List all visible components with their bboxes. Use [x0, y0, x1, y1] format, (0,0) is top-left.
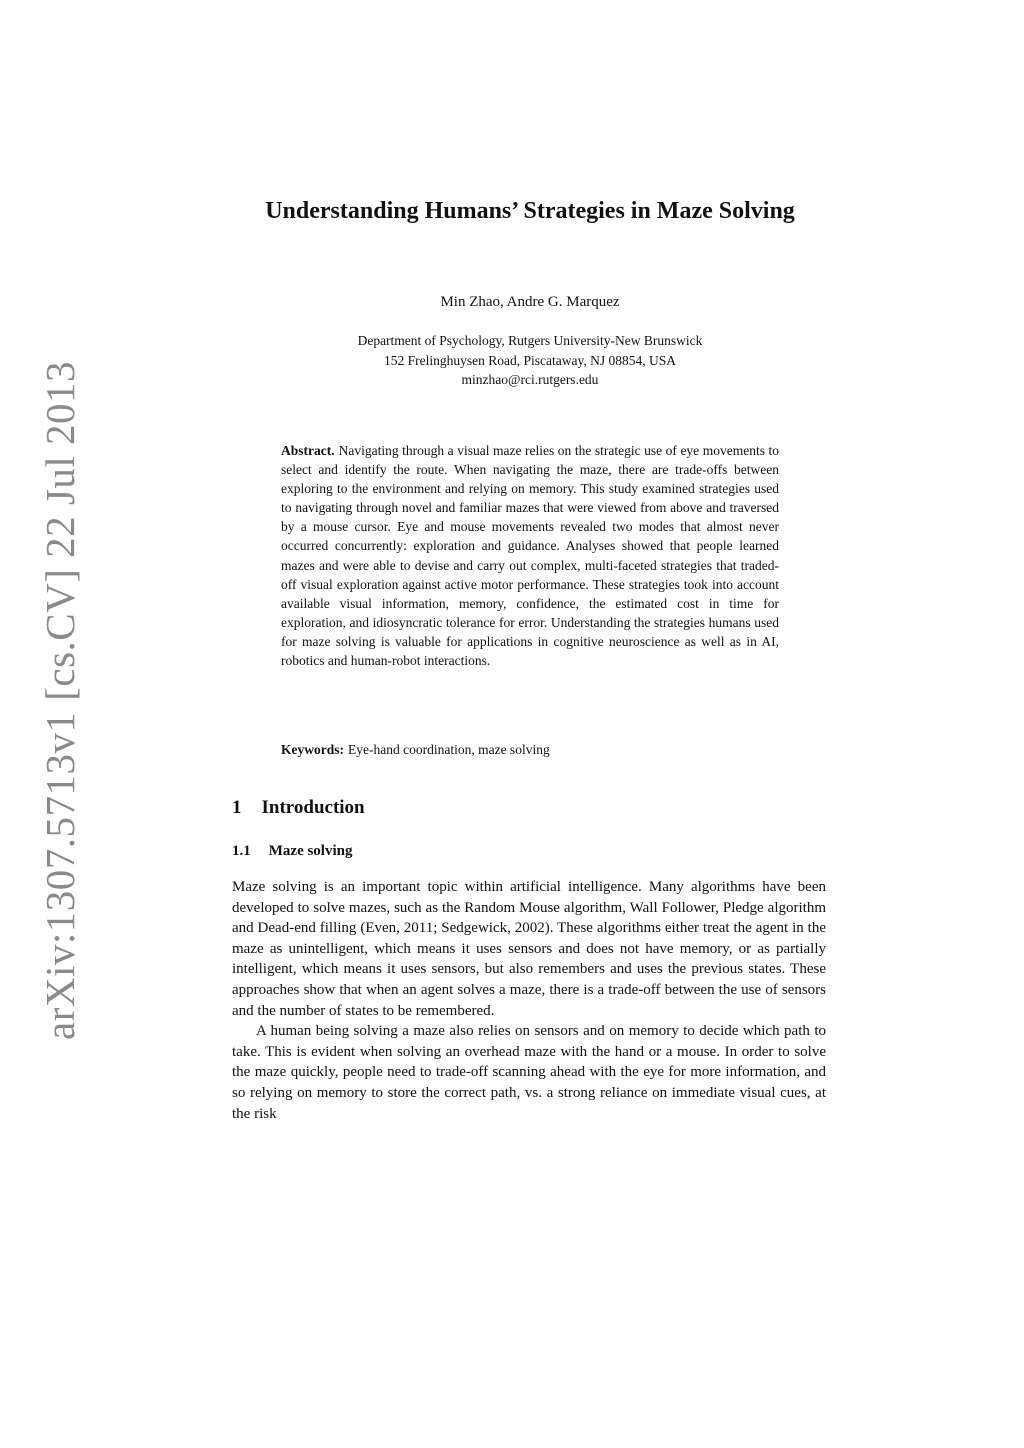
body-paragraph-2: A human being solving a maze also relies on sensors and on memory to decide which path to take. This is evident when solving an overhead maze with the hand or a mouse. In order to solve the maze quickly, people need to trade-off scanning ahead with the eye for more information, and so relying on memory to store the correct path, vs. a strong reliance on immediate visual cues, at the risk [232, 1023, 826, 1122]
author-email: minzhao@rci.rutgers.edu [461, 372, 599, 387]
subsection-number: 1.1 [232, 843, 251, 859]
author-list: Min Zhao, Andre G. Marquez [440, 294, 620, 310]
arxiv-identifier-stamp: arXiv:1307.5713v1 [cs.CV] 22 Jul 2013 [37, 360, 83, 1040]
keywords-block [281, 742, 779, 758]
keywords-label: Keywords: [281, 742, 344, 757]
paper-title: Understanding Humans’ Strategies in Maze Solving [265, 198, 795, 224]
section-title: Introduction [261, 797, 365, 818]
body-text [232, 877, 826, 1124]
affiliation-department: Department of Psychology, Rutgers University-New Brunswick [357, 333, 703, 348]
affiliation-block [230, 331, 830, 390]
affiliation-address: 152 Frelinghuysen Road, Piscataway, NJ 08854, USA [384, 352, 676, 368]
keywords-text: Eye-hand coordination, maze solving [348, 742, 550, 757]
subsection-title: Maze solving [268, 843, 353, 859]
section-heading [232, 797, 365, 819]
subsection-heading [232, 843, 353, 860]
body-paragraph-1: Maze solving is an important topic within artificial intelligence. Many algorithms have been developed to solve mazes, such as the Random Mouse algorithm, Wall Follower, Pledge algorithm and Dead-end filling (Even, 2011; Sedgewick, 2002). These algorithms either treat the agent in the maze as unintelligent, which means it uses sensors and does not have memory, or as partially intelligent, which means it uses sensors, but also remembers and uses the previous states. These approaches show that when an agent solves a maze, there is a trade-off between the use of sensors and the number of states to be remembered. [232, 879, 826, 1019]
section-number: 1 [232, 797, 242, 818]
abstract-label: Abstract. [281, 443, 335, 458]
abstract-text: Navigating through a visual maze relies on the strategic use of eye movements to select and identify the route. When navigating the maze, there are trade-offs between exploring to the environment and relying on memory. This study examined strategies used to navigating through novel and familiar mazes that were viewed from above and traversed by a mouse cursor. Eye and mouse movements revealed two modes that almost never occurred concurrently: exploration and guidance. Analyses showed that people learned mazes and were able to devise and carry out complex, multi-faceted strategies that traded-off visual exploration against active motor performance. These strategies took into account available visual information, memory, confidence, the estimated cost in time for exploration, and idiosyncratic tolerance for error. Understanding the strategies humans used for maze solving is valuable for applications in cognitive neuroscience as well as in AI, robotics and human-robot interactions. [281, 443, 779, 669]
abstract-block [281, 441, 779, 670]
